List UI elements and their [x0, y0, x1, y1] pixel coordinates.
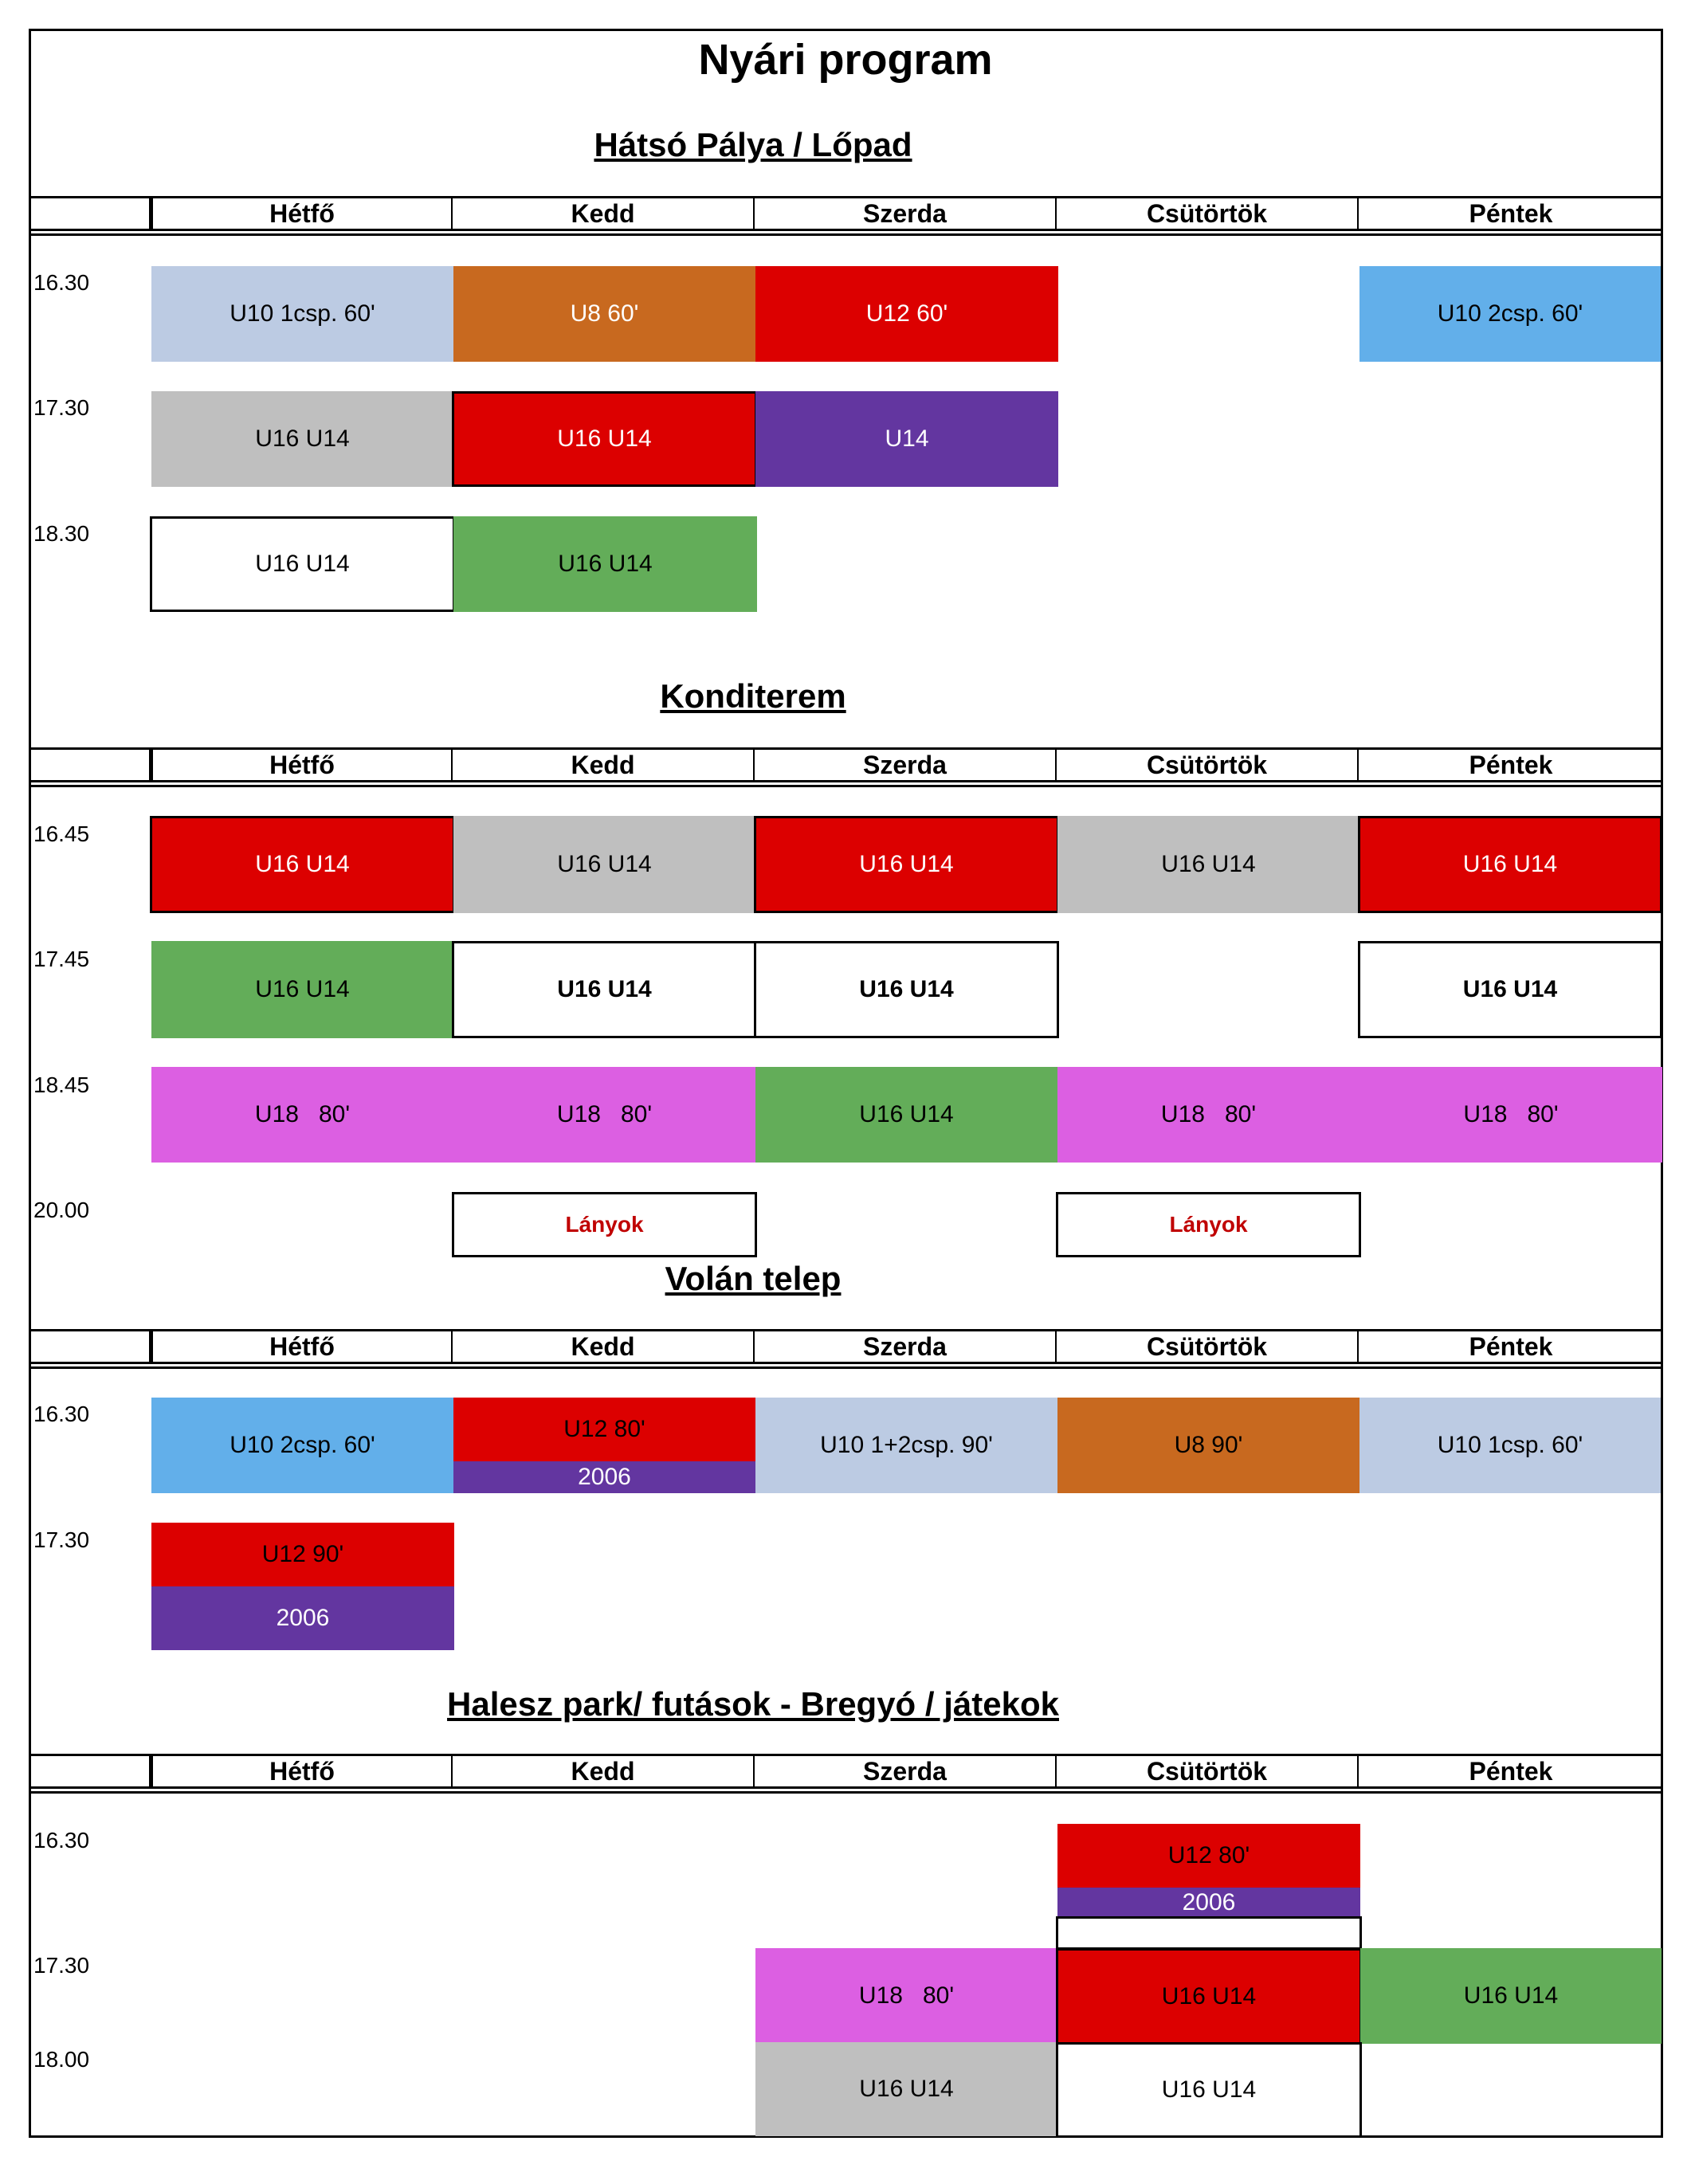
day-header-friday: Péntek [1357, 1331, 1663, 1362]
day-header-row-hatso [29, 196, 1663, 231]
time-label: 18.30 [33, 521, 90, 546]
slot-kondi-fri-1745: U16 U14 [1358, 941, 1662, 1038]
day-header-thursday: Csütörtök [1055, 1331, 1357, 1362]
slot-kondi-tue-2000: Lányok [452, 1192, 757, 1257]
section-title-halesz: Halesz park/ futások - Bregyó / játekok [447, 1685, 1059, 1723]
slot-volan-tue-1630-top: U12 80' [563, 1416, 645, 1442]
day-header-wednesday: Szerda [753, 1756, 1055, 1786]
day-header-tuesday: Kedd [451, 750, 753, 780]
time-label: 16.30 [33, 270, 90, 295]
header-double-line [29, 785, 1663, 787]
slot-hatso-tue-1830: U16 U14 [453, 516, 757, 612]
day-header-row-halesz [29, 1754, 1663, 1789]
slot-kondi-fri-1845: U18 80' [1359, 1067, 1662, 1163]
slot-volan-fri-1630: U10 1csp. 60' [1359, 1398, 1661, 1493]
slot-hatso-mon-1630: U10 1csp. 60' [151, 266, 453, 362]
day-header-wednesday: Szerda [753, 198, 1055, 229]
section-title-volan: Volán telep [665, 1260, 842, 1297]
slot-halesz-thu-1800: U16 U14 [1056, 2042, 1362, 2138]
slot-kondi-thu-1845: U18 80' [1057, 1067, 1359, 1163]
slot-kondi-tue-1645: U16 U14 [453, 816, 755, 913]
header-double-line [29, 1791, 1663, 1794]
time-label: 17.30 [33, 1953, 90, 1978]
time-label: 16.45 [33, 821, 90, 846]
header-double-line [29, 233, 1663, 236]
slot-halesz-wed-1800: U16 U14 [755, 2042, 1057, 2136]
header-double-line [29, 1366, 1663, 1369]
day-header-monday: Hétfő [149, 1331, 451, 1362]
page-title: Nyári program [698, 36, 993, 84]
slot-kondi-wed-1745: U16 U14 [754, 941, 1059, 1038]
slot-kondi-tue-1845: U18 80' [453, 1067, 755, 1163]
day-header-tuesday: Kedd [451, 1756, 753, 1786]
slot-hatso-fri-1630: U10 2csp. 60' [1359, 266, 1661, 362]
time-label: 16.30 [33, 1828, 90, 1853]
slot-kondi-wed-1645: U16 U14 [754, 816, 1059, 913]
day-header-monday: Hétfő [149, 1756, 451, 1786]
slot-volan-tue-1630-bottom: 2006 [453, 1461, 755, 1493]
slot-volan-thu-1630: U8 90' [1057, 1398, 1359, 1493]
slot-hatso-wed-1730: U14 [755, 391, 1058, 487]
day-header-friday: Péntek [1357, 750, 1663, 780]
slot-kondi-mon-1745: U16 U14 [151, 941, 453, 1038]
slot-kondi-wed-1845: U16 U14 [755, 1067, 1057, 1163]
slot-hatso-tue-1730: U16 U14 [452, 391, 757, 487]
day-header-thursday: Csütörtök [1055, 198, 1357, 229]
slot-hatso-wed-1630: U12 60' [755, 266, 1058, 362]
day-header-wednesday: Szerda [753, 1331, 1055, 1362]
slot-kondi-mon-1845: U18 80' [151, 1067, 453, 1163]
slot-volan-mon-1730-top: U12 90' [261, 1541, 344, 1567]
time-label: 17.45 [33, 947, 90, 971]
time-label: 17.30 [33, 395, 90, 420]
time-label: 18.45 [33, 1072, 90, 1097]
day-header-tuesday: Kedd [451, 1331, 753, 1362]
day-header-thursday: Csütörtök [1055, 1756, 1357, 1786]
day-header-monday: Hétfő [149, 198, 451, 229]
slot-halesz-thu-1630 [1057, 1824, 1360, 1918]
slot-volan-mon-1730-bottom: 2006 [151, 1586, 454, 1650]
slot-halesz-thu-1730: U16 U14 [1056, 1948, 1362, 2045]
day-header-wednesday: Szerda [753, 750, 1055, 780]
slot-volan-mon-1630: U10 2csp. 60' [151, 1398, 453, 1493]
day-header-friday: Péntek [1357, 198, 1663, 229]
slot-hatso-mon-1830: U16 U14 [150, 516, 455, 612]
slot-halesz-fri-1730: U16 U14 [1360, 1948, 1662, 2044]
section-title-hatso: Hátsó Pálya / Lőpad [594, 126, 912, 163]
slot-kondi-thu-1645: U16 U14 [1057, 816, 1359, 913]
column-divider [1360, 2044, 1362, 2138]
slot-kondi-mon-1645: U16 U14 [150, 816, 455, 913]
slot-halesz-thu-empty [1056, 1916, 1362, 1950]
time-label: 18.00 [33, 2047, 90, 2072]
slot-kondi-tue-1745: U16 U14 [452, 941, 757, 1038]
slot-hatso-mon-1730: U16 U14 [151, 391, 453, 487]
slot-halesz-thu-1630-top: U12 80' [1167, 1842, 1250, 1868]
slot-hatso-tue-1630: U8 60' [453, 266, 755, 362]
slot-volan-tue-1630 [453, 1398, 755, 1493]
day-header-tuesday: Kedd [451, 198, 753, 229]
time-label: 17.30 [33, 1527, 90, 1552]
slot-kondi-fri-1645: U16 U14 [1358, 816, 1662, 913]
time-label: 20.00 [33, 1198, 90, 1222]
slot-halesz-thu-1630-bottom: 2006 [1057, 1888, 1360, 1918]
section-title-konditerem: Konditerem [660, 677, 846, 715]
day-header-friday: Péntek [1357, 1756, 1663, 1786]
slot-volan-mon-1730 [151, 1523, 454, 1650]
time-label: 16.30 [33, 1402, 90, 1426]
day-header-row-volan [29, 1329, 1663, 1364]
day-header-monday: Hétfő [149, 750, 451, 780]
day-header-thursday: Csütörtök [1055, 750, 1357, 780]
slot-volan-wed-1630: U10 1+2csp. 90' [755, 1398, 1057, 1493]
day-header-row-konditerem [29, 747, 1663, 782]
slot-kondi-thu-2000: Lányok [1056, 1192, 1361, 1257]
slot-halesz-wed-1730: U18 80' [755, 1948, 1057, 2044]
